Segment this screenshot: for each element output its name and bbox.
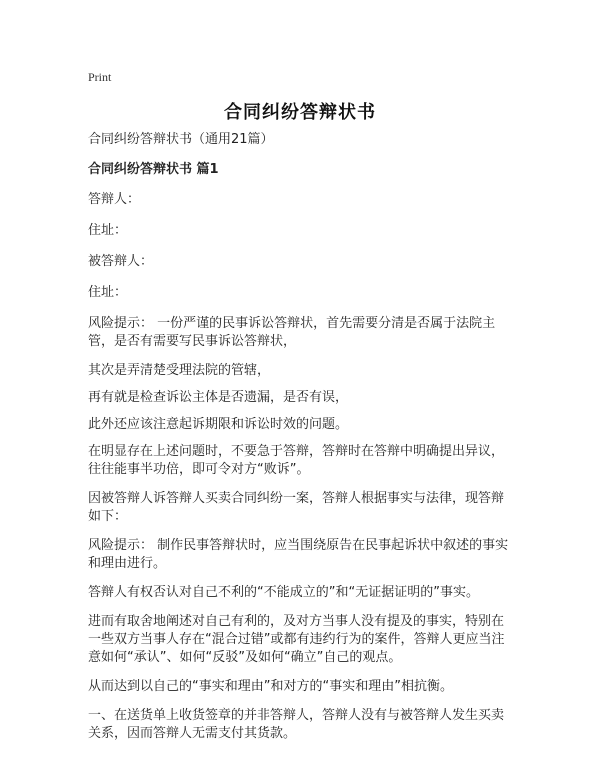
paragraph-risk-tip-2: 风险提示： 制作民事答辩状时，应当围绕原告在民事起诉状中叙述的事实和理由进行。 bbox=[88, 538, 509, 571]
paragraph: 因被答辩人诉答辩人买卖合同纠纷一案，答辩人根据事实与法律，现答辩如下： bbox=[88, 491, 505, 524]
paragraph: 再有就是检查诉讼主体是否遗漏，是否有误， bbox=[88, 390, 349, 405]
paragraph-risk-tip-1: 风险提示： 一份严谨的民事诉讼答辩状，首先需要分清是否属于法院主管，是否有需要写民事诉讼答辩状， bbox=[88, 316, 496, 349]
paragraph: 此外还应该注意起诉期限和诉讼时效的问题。 bbox=[88, 417, 349, 432]
respondent-field: 答辩人： bbox=[88, 192, 141, 207]
print-label: Print bbox=[88, 70, 112, 84]
document-title: 合同纠纷答辩状书 bbox=[224, 102, 376, 123]
section-heading: 合同纠纷答辩状书 篇1 bbox=[88, 162, 219, 177]
respondent-address-field: 住址： bbox=[88, 223, 128, 238]
defendant-address-field: 住址： bbox=[88, 285, 128, 300]
paragraph: 从而达到以自己的“事实和理由”和对方的“事实和理由”相抗衡。 bbox=[88, 679, 453, 694]
paragraph: 一、在送货单上收货签章的并非答辩人，答辩人没有与被答辩人发生买卖关系，因而答辩人无需支付其货款。 bbox=[88, 708, 505, 741]
paragraph: 答辩人有权否认对自己不利的“不能成立的”和“无证据证明的”事实。 bbox=[88, 585, 479, 600]
document-subtitle: 合同纠纷答辩状书（通用21篇） bbox=[88, 132, 274, 147]
paragraph: 在明显存在上述问题时，不要急于答辩，答辩时在答辩中明确提出异议，往往能事半功倍，即可令对方“败诉”。 bbox=[88, 444, 505, 477]
paragraph: 进而有取舍地阐述对自己有利的，及对方当事人没有提及的事实，特别在一些双方当事人存在“混合过错”或都有违约行为的案件，答辩人更应当注意如何“承认”、如何“反驳”及如何“确立”自己的观点。 bbox=[88, 614, 505, 665]
defendant-respondent-field: 被答辩人： bbox=[88, 254, 154, 269]
paragraph: 其次是弄清楚受理法院的管辖， bbox=[88, 363, 271, 378]
document-body bbox=[88, 131, 516, 743]
